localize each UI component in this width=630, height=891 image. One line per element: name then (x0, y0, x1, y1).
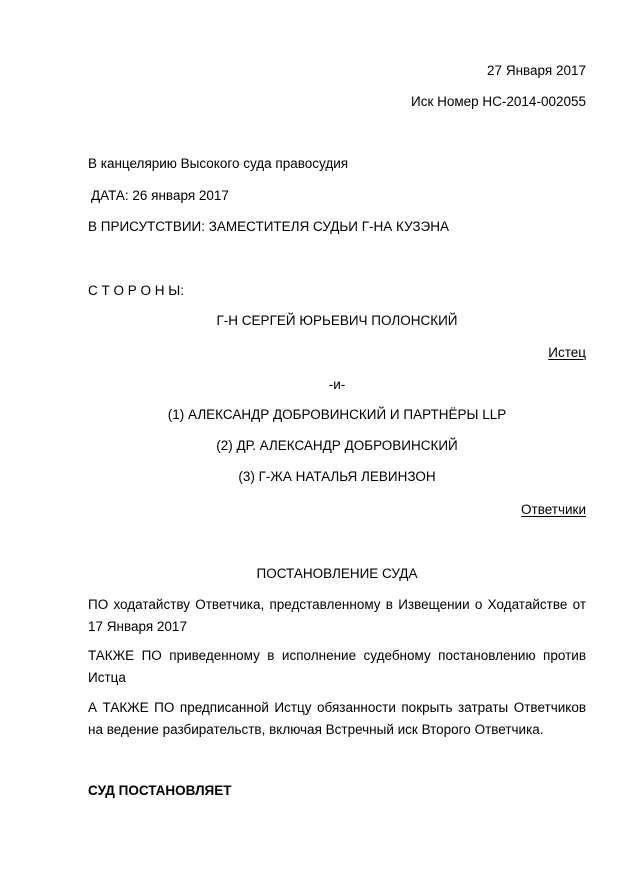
order-paragraph-2 (88, 645, 586, 689)
defendants-role: Ответчики (521, 502, 586, 517)
ruling-heading: СУД ПОСТАНОВЛЯЕТ (88, 783, 232, 798)
date-line: ДАТА: 26 января 2017 (91, 188, 229, 203)
parties-separator: -и- (328, 377, 346, 392)
order-paragraph-3-text: А ТАКЖЕ ПО предписанной Истцу обязанности покрыть затраты Ответчиков на ведение разбирательств, включая Встречный иск Второго Ответчика. (88, 700, 586, 737)
claimant-role: Истец (548, 345, 586, 360)
document-date: 27 Января 2017 (487, 63, 586, 78)
order-paragraph-3 (88, 697, 586, 741)
order-paragraph-1 (88, 594, 586, 638)
claimant-name: Г-Н СЕРГЕЙ ЮРЬЕВИЧ ПОЛОНСКИЙ (216, 313, 458, 328)
order-title: ПОСТАНОВЛЕНИЕ СУДА (256, 566, 418, 581)
defendant-2: (2) ДР. АЛЕКСАНДР ДОБРОВИНСКИЙ (216, 438, 458, 453)
court-office-line: В канцелярию Высокого суда правосудия (88, 156, 349, 171)
parties-heading: С Т О Р О Н Ы: (88, 283, 184, 298)
claim-number: Иск Номер HC-2014-002055 (411, 94, 586, 109)
defendant-3: (3) Г-ЖА НАТАЛЬЯ ЛЕВИНЗОН (238, 469, 436, 484)
defendant-1: (1) АЛЕКСАНДР ДОБРОВИНСКИЙ И ПАРТНЁРЫ LLP (167, 407, 507, 422)
presence-line: В ПРИСУТСТВИИ: ЗАМЕСТИТЕЛЯ СУДЬИ Г-НА КУЗЭНА (88, 219, 449, 234)
order-paragraph-2-text: ТАКЖЕ ПО приведенному в исполнение судебному постановлению против Истца (88, 648, 586, 685)
order-paragraph-1-text: ПО ходатайству Ответчика, представленному в Извещении о Ходатайстве от 17 Января 2017 (88, 597, 586, 634)
